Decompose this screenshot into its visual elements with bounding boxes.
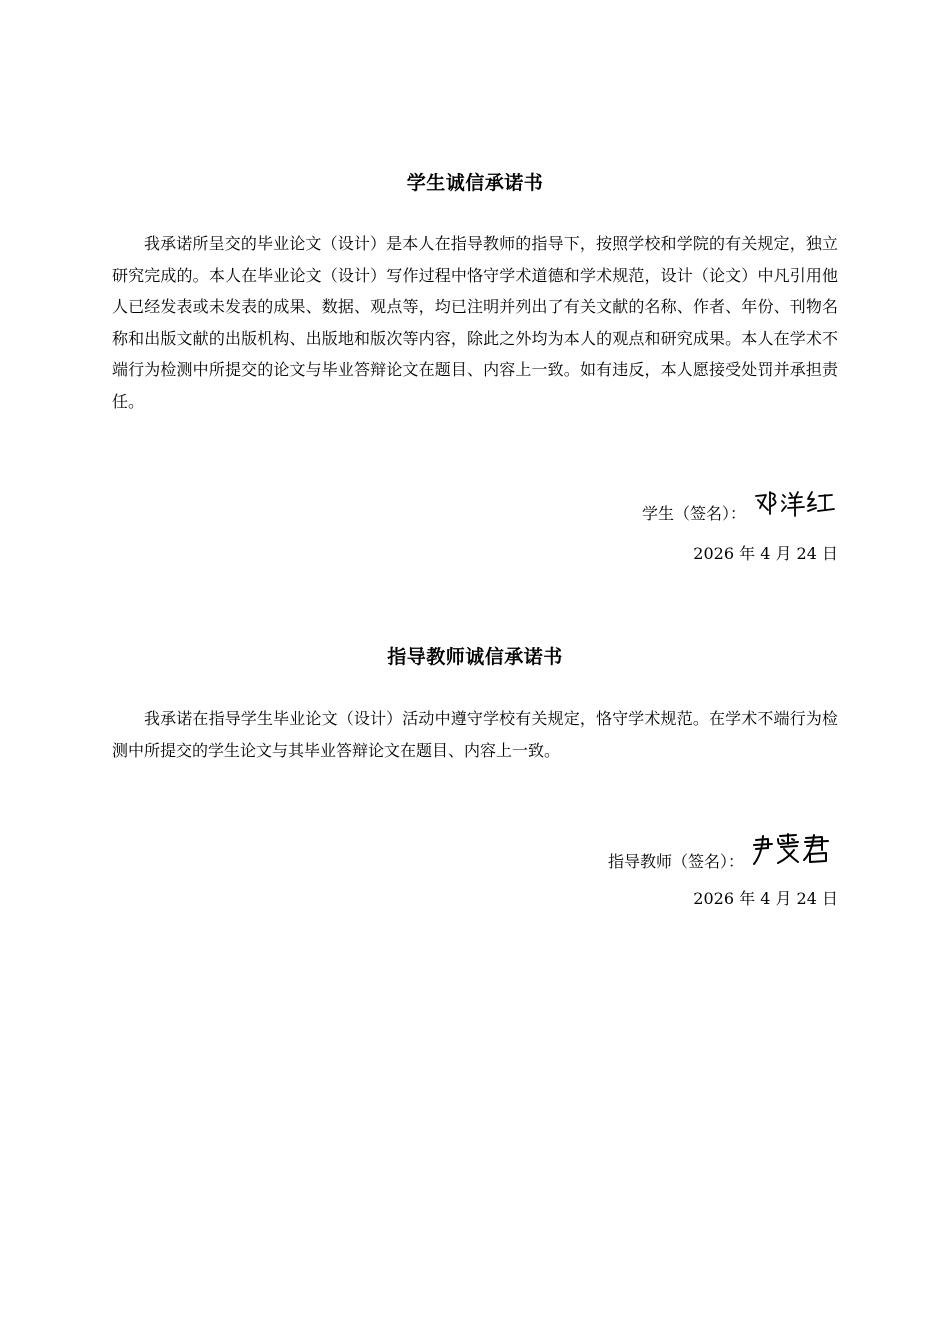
- advisor-signature-line: [608, 830, 838, 872]
- advisor-pledge-body: 我承诺在指导学生毕业论文（设计）活动中遵守学校有关规定，恪守学术规范。在学术不端行为检测中所提交的学生论文与其毕业答辩论文在题目、内容上一致。: [112, 709, 838, 760]
- student-pledge-body: 我承诺所呈交的毕业论文（设计）是本人在指导教师的指导下，按照学校和学院的有关规定，独立研究完成的。本人在毕业论文（设计）写作过程中恪守学术道德和学术规范，设计（论文）中凡引用他人已经发表或未发表的成果、数据、观点等，均已注明并列出了有关文献的名称、作者、年份、刊物名称和出版文献的出版机构、出版地和版次等内容，除此之外均为本人的观点和研究成果。本人在学术不端行为检测中所提交的论文与毕业答辩论文在题目、内容上一致。如有违反，本人愿接受处罚并承担责任。: [112, 234, 838, 411]
- student-signature-label: 学生（签名）：: [641, 504, 746, 523]
- advisor-handwritten-signature: [750, 830, 838, 872]
- advisor-signature-date: 2026 年 4 月 24 日: [693, 889, 838, 908]
- student-signature-date: 2026 年 4 月 24 日: [693, 544, 838, 563]
- advisor-signature-label: 指导教师（签名）：: [607, 852, 744, 871]
- student-pledge-title: 学生诚信承诺书: [406, 172, 544, 194]
- student-handwritten-signature: [752, 486, 838, 524]
- advisor-pledge-title: 指导教师诚信承诺书: [387, 646, 563, 668]
- student-signature-line: [642, 486, 838, 524]
